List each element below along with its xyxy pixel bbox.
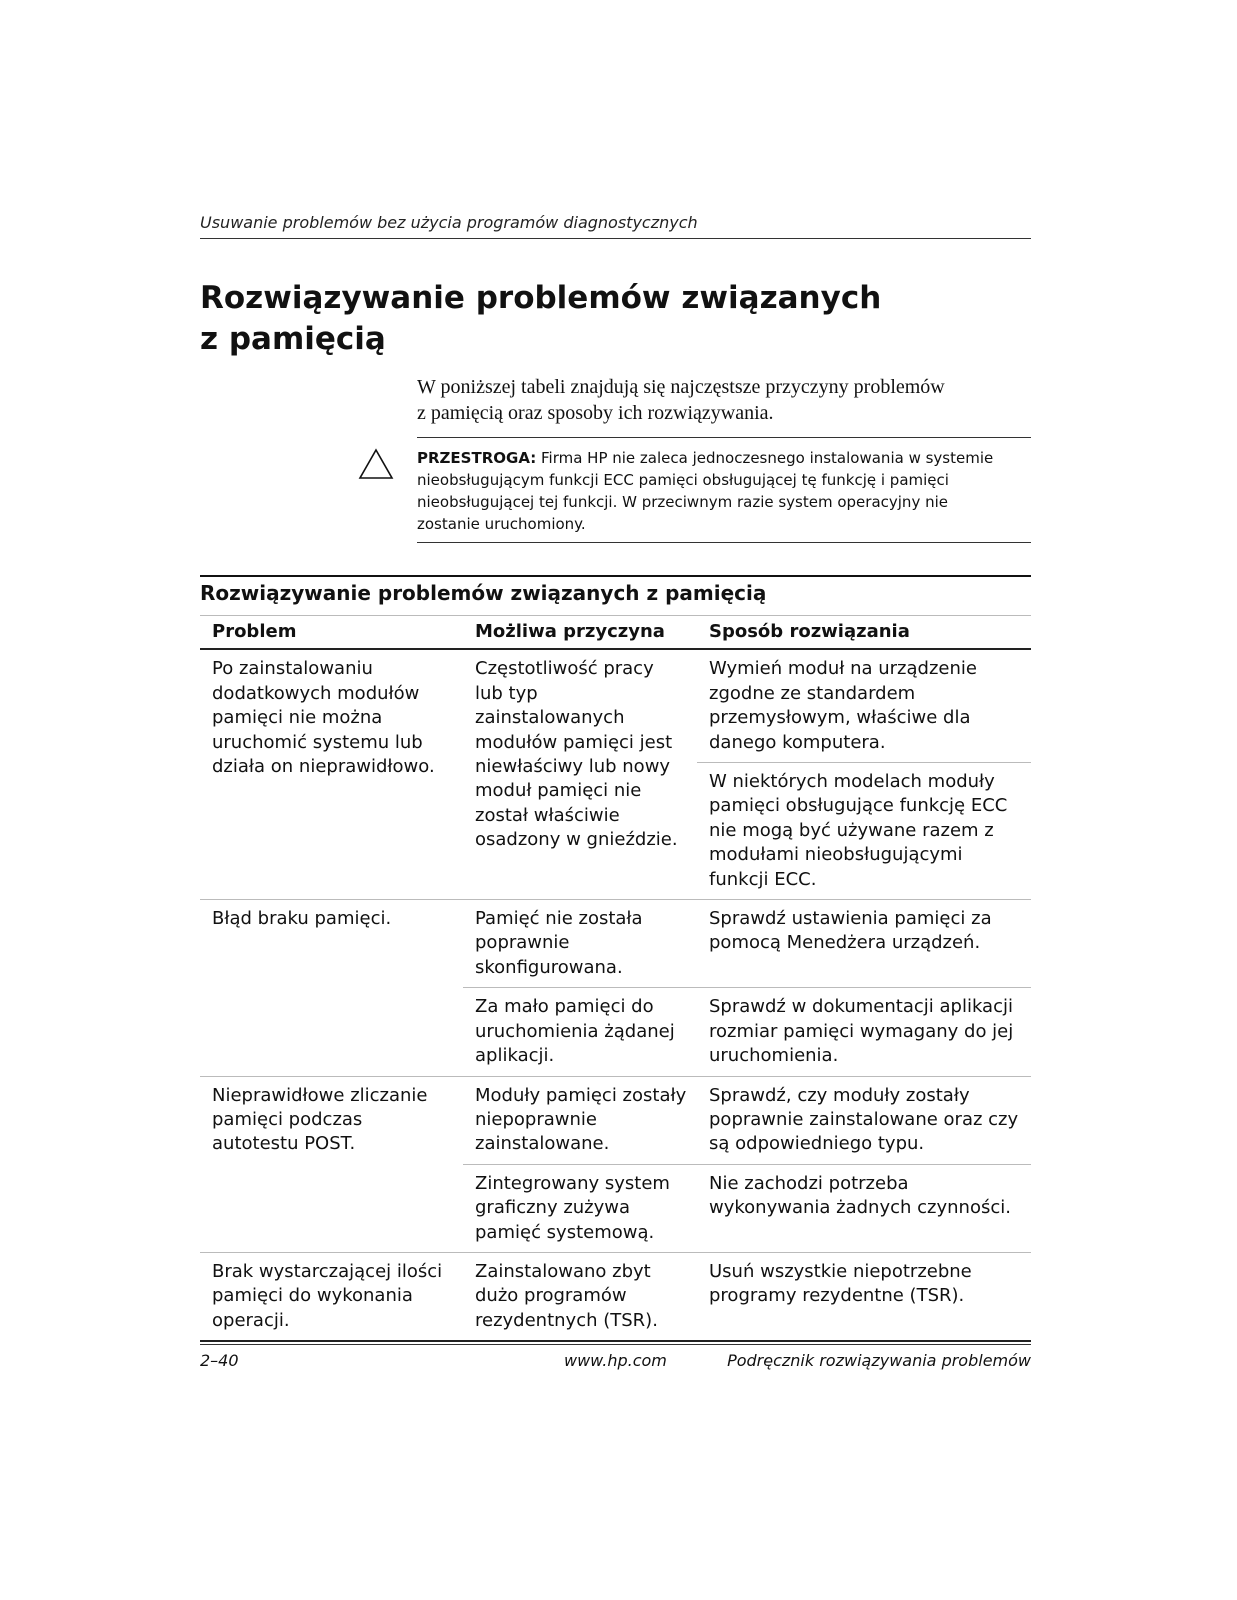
problem-cell: Błąd braku pamięci. (200, 900, 463, 1076)
solution-cell: Nie zachodzi potrzeba wykonywania żadnych czynności. (697, 1164, 1031, 1252)
page-title-line-2: z pamięcią (200, 321, 386, 357)
table-row (200, 1076, 1031, 1164)
solution-cell: W niektórych modelach moduły pamięci obsługujące funkcję ECC nie mogą być używane razem z modułami nieobsługującymi funkcji ECC. (697, 763, 1031, 900)
header-solution: Sposób rozwiązania (697, 616, 1031, 650)
caution-line-1 (417, 447, 1037, 469)
table-row (200, 649, 1031, 762)
caution-note (417, 447, 1037, 535)
table-row (200, 1252, 1031, 1341)
table-top-rule (200, 575, 1031, 577)
running-header: Usuwanie problemów bez użycia programów diagnostycznych (200, 213, 698, 232)
header-rule (200, 238, 1031, 239)
caution-line-2: nieobsługującym funkcji ECC pamięci obsługującej tę funkcję i pamięci (417, 471, 949, 489)
caution-line-4: zostanie uruchomiony. (417, 515, 586, 533)
solution-cell: Usuń wszystkie niepotrzebne programy rezydentne (TSR). (697, 1252, 1031, 1341)
cause-cell: Moduły pamięci zostały niepoprawnie zainstalowane. (463, 1076, 697, 1164)
caution-text-1: Firma HP nie zaleca jednoczesnego instalowania w systemie (540, 449, 994, 467)
intro-line-2: z pamięcią oraz sposoby ich rozwiązywania. (417, 402, 774, 424)
solution-cell: Wymień moduł na urządzenie zgodne ze standardem przemysłowym, właściwe dla danego komputera. (709, 658, 977, 753)
troubleshooting-table (200, 615, 1031, 1342)
caution-rule-bottom (417, 542, 1031, 543)
footer-manual-title: Podręcznik rozwiązywania problemów (727, 1351, 1031, 1370)
cause-cell: Pamięć nie została poprawnie skonfigurowana. (463, 900, 697, 988)
intro-line-1: W poniższej tabeli znajdują się najczęstsze przyczyny problemów (417, 376, 945, 398)
cause-cell: Częstotliwość pracy lub typ zainstalowanych modułów pamięci jest niewłaściwy lub nowy moduł pamięci nie został właściwie osadzony w gnieździe. (475, 658, 678, 851)
table-header-row (200, 616, 1031, 650)
problem-cell: Po zainstalowaniu dodatkowych modułów pamięci nie można uruchomić systemu lub działa on nieprawidłowo. (212, 658, 435, 778)
caution-label: PRZESTROGA: (417, 449, 537, 467)
footer-url: www.hp.com (564, 1351, 667, 1370)
header-problem: Problem (200, 616, 463, 650)
solution-cell: Sprawdź, czy moduły zostały poprawnie zainstalowane oraz czy są odpowiedniego typu. (697, 1076, 1031, 1164)
solution-cell: Sprawdź w dokumentacji aplikacji rozmiar pamięci wymagany do jej uruchomienia. (697, 988, 1031, 1076)
table-title: Rozwiązywanie problemów związanych z pamięcią (200, 581, 767, 605)
caution-line-3: nieobsługującej tej funkcji. W przeciwnym razie system operacyjny nie (417, 493, 948, 511)
caution-triangle-icon (358, 448, 394, 480)
footer-page-number: 2–40 (200, 1351, 239, 1370)
solution-cell: Sprawdź ustawienia pamięci za pomocą Menedżera urządzeń. (697, 900, 1031, 988)
cause-cell: Za mało pamięci do uruchomienia żądanej aplikacji. (463, 988, 697, 1076)
cause-cell: Zainstalowano zbyt dużo programów rezydentnych (TSR). (463, 1252, 697, 1341)
problem-cell: Brak wystarczającej ilości pamięci do wykonania operacji. (200, 1252, 463, 1341)
caution-rule-top (417, 437, 1031, 438)
table-row (200, 900, 1031, 988)
cause-cell: Zintegrowany system graficzny zużywa pamięć systemową. (463, 1164, 697, 1252)
intro-paragraph (417, 374, 1027, 426)
page-title-line-1: Rozwiązywanie problemów związanych (200, 280, 882, 316)
header-cause: Możliwa przyczyna (463, 616, 697, 650)
footer-rule (200, 1344, 1031, 1345)
problem-cell: Nieprawidłowe zliczanie pamięci podczas autotestu POST. (200, 1076, 463, 1252)
page-title (200, 278, 881, 360)
